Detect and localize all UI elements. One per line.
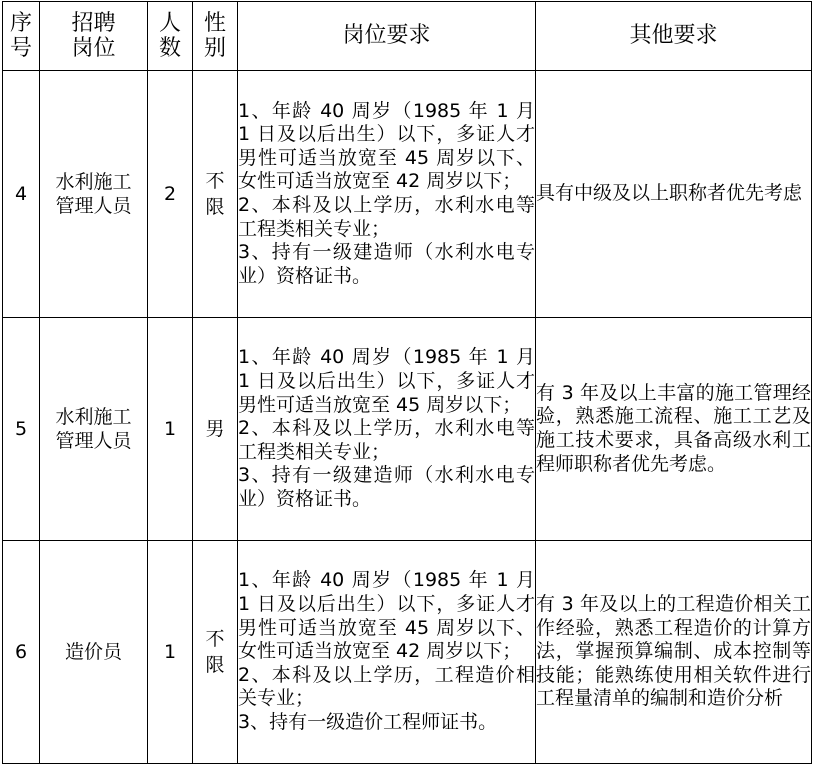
row-position: 水利施工管理人员 [40,318,148,541]
row-count: 2 [148,71,193,318]
row-gender: 男 [193,318,238,541]
row-gender: 不限 [193,541,238,764]
row-job-requirements [238,541,536,764]
requirement-line: 3、持有一级造价工程师证书。 [238,710,498,733]
header-position: 招聘岗位 [40,2,148,71]
row-count: 1 [148,541,193,764]
recruitment-table [2,1,812,764]
row-gender: 不限 [193,71,238,318]
table-row [3,71,812,318]
row-position: 造价员 [40,541,148,764]
requirement-line: 3、持有一级建造师（水利水电专业）资格证书。 [238,241,535,287]
table-row [3,541,812,764]
row-position: 水利施工管理人员 [40,71,148,318]
header-other-requirements: 其他要求 [536,2,812,71]
requirement-line: 1、年龄 40 周岁（1985 年 1 月 1 日及以后出生）以下，多证人才男性可适当放宽至 45 周岁以下、女性可适当放宽至 42 周岁以下； [238,569,535,663]
table-row [3,318,812,541]
header-job-requirements: 岗位要求 [238,2,536,71]
requirement-line: 2、本科及以上学历，水利水电等工程类相关专业； [238,417,535,463]
row-num: 6 [3,541,40,764]
row-num: 4 [3,71,40,318]
requirement-line: 1、年龄 40 周岁（1985 年 1 月 1 日及以后出生）以下，多证人才男性可适当放宽至 45 周岁以下； [238,346,535,416]
row-job-requirements [238,71,536,318]
requirement-line: 2、本科及以上学历，水利水电等工程类相关专业； [238,194,535,240]
row-count: 1 [148,318,193,541]
header-gender: 性别 [193,2,238,71]
row-other-requirements: 有 3 年及以上丰富的施工管理经验，熟悉施工流程、施工工艺及施工技术要求，具备高级水利工程师职称者优先考虑。 [536,318,812,541]
header-row [3,2,812,71]
requirement-line: 2、本科及以上学历，工程造价相关专业； [238,663,535,710]
row-num: 5 [3,318,40,541]
row-other-requirements: 有 3 年及以上的工程造价相关工作经验，熟悉工程造价的计算方法，掌握预算编制、成本控制等技能；能熟练使用相关软件进行工程量清单的编制和造价分析 [536,541,812,764]
requirement-line: 1、年龄 40 周岁（1985 年 1 月 1 日及以后出生）以下，多证人才男性可适当放宽至 45 周岁以下、女性可适当放宽至 42 周岁以下； [238,99,535,193]
row-job-requirements [238,318,536,541]
header-count: 人数 [148,2,193,71]
row-other-requirements: 具有中级及以上职称者优先考虑 [536,71,812,318]
requirement-line: 3、持有一级建造师（水利水电专业）资格证书。 [238,464,535,510]
header-num: 序号 [3,2,40,71]
